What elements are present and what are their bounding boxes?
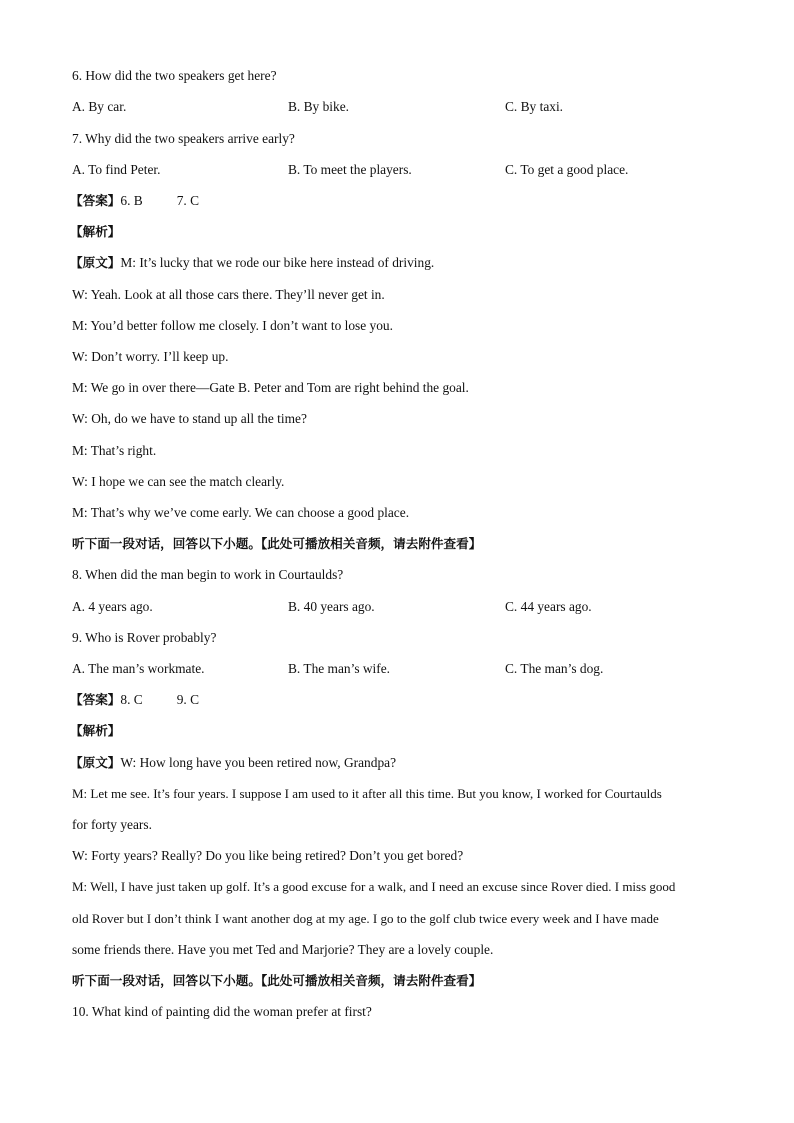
question-10: 10. What kind of painting did the woman prefer at first? <box>72 1004 372 1019</box>
transcript-label: 【原文】 <box>70 255 121 270</box>
transcript-2-line: for forty years. <box>72 817 152 832</box>
question-8: 8. When did the man begin to work in Courtaulds? <box>72 567 344 582</box>
transcript-2-line: M: Well, I have just taken up golf. It’s a good excuse for a walk, and I need an excuse since Rover died. I miss good <box>72 879 676 894</box>
q9-option-a: A. The man’s workmate. <box>72 661 205 676</box>
q7-option-b: B. To meet the players. <box>288 162 412 177</box>
answer-label: 【答案】 <box>70 193 121 208</box>
question-9: 9. Who is Rover probably? <box>72 630 217 645</box>
q7-option-a: A. To find Peter. <box>72 162 161 177</box>
answer-6: 6. B <box>120 193 143 208</box>
transcript-1-line: M: That’s why we’ve come early. We can choose a good place. <box>72 505 410 520</box>
listening-instruction-1: 听下面一段对话，回答以下小题。【此处可播放相关音频，请去附件查看】 <box>72 536 482 551</box>
answer-9: 9. C <box>176 692 200 707</box>
question-6: 6. How did the two speakers get here? <box>72 68 277 83</box>
transcript-1-line: W: I hope we can see the match clearly. <box>72 474 285 489</box>
q6-option-c: C. By taxi. <box>505 99 564 114</box>
transcript-1-line: W: Oh, do we have to stand up all the time? <box>72 411 307 426</box>
transcript-2-line: W: Forty years? Really? Do you like being retired? Don’t you get bored? <box>72 848 464 863</box>
transcript-2-line: old Rover but I don’t think I want another dog at my age. I go to the golf club twice every week and I have made <box>72 911 659 926</box>
transcript-label: 【原文】 <box>70 755 121 770</box>
transcript-1-line: W: Yeah. Look at all those cars there. They’ll never get in. <box>72 287 385 302</box>
q8-option-b: B. 40 years ago. <box>288 599 375 614</box>
analysis-label-1: 【解析】 <box>70 224 121 239</box>
answer-block-1 <box>70 192 199 210</box>
q9-option-b: B. The man’s wife. <box>288 661 391 676</box>
transcript-1-first: 【原文】M: It’s lucky that we rode our bike here instead of driving. <box>70 255 435 270</box>
transcript-2-line: some friends there. Have you met Ted and Marjorie? They are a lovely couple. <box>72 942 494 957</box>
q8-option-a: A. 4 years ago. <box>72 599 153 614</box>
listening-instruction-2: 听下面一段对话，回答以下小题。【此处可播放相关音频，请去附件查看】 <box>72 973 482 988</box>
transcript-1-line: M: We go in over there—Gate B. Peter and Tom are right behind the goal. <box>72 380 469 395</box>
transcript-1-line: M: You’d better follow me closely. I don’t want to lose you. <box>72 318 393 333</box>
analysis-label-2: 【解析】 <box>70 723 121 738</box>
q6-option-a: A. By car. <box>72 99 127 114</box>
transcript-2-first: 【原文】W: How long have you been retired now, Grandpa? <box>70 755 397 770</box>
transcript-2-line: M: Let me see. It’s four years. I suppose I am used to it after all this time. But you know, I worked for Courtaulds <box>72 786 662 801</box>
answer-7: 7. C <box>176 193 200 208</box>
q6-option-b: B. By bike. <box>288 99 350 114</box>
answer-8: 8. C <box>120 692 143 707</box>
transcript-1-line: W: Don’t worry. I’ll keep up. <box>72 349 229 364</box>
answer-label: 【答案】 <box>70 692 121 707</box>
transcript-1-line: M: That’s right. <box>72 443 157 458</box>
q7-option-c: C. To get a good place. <box>505 162 629 177</box>
q9-option-c: C. The man’s dog. <box>505 661 604 676</box>
question-7: 7. Why did the two speakers arrive early? <box>72 131 295 146</box>
q8-option-c: C. 44 years ago. <box>505 599 592 614</box>
answer-block-2 <box>70 691 199 709</box>
